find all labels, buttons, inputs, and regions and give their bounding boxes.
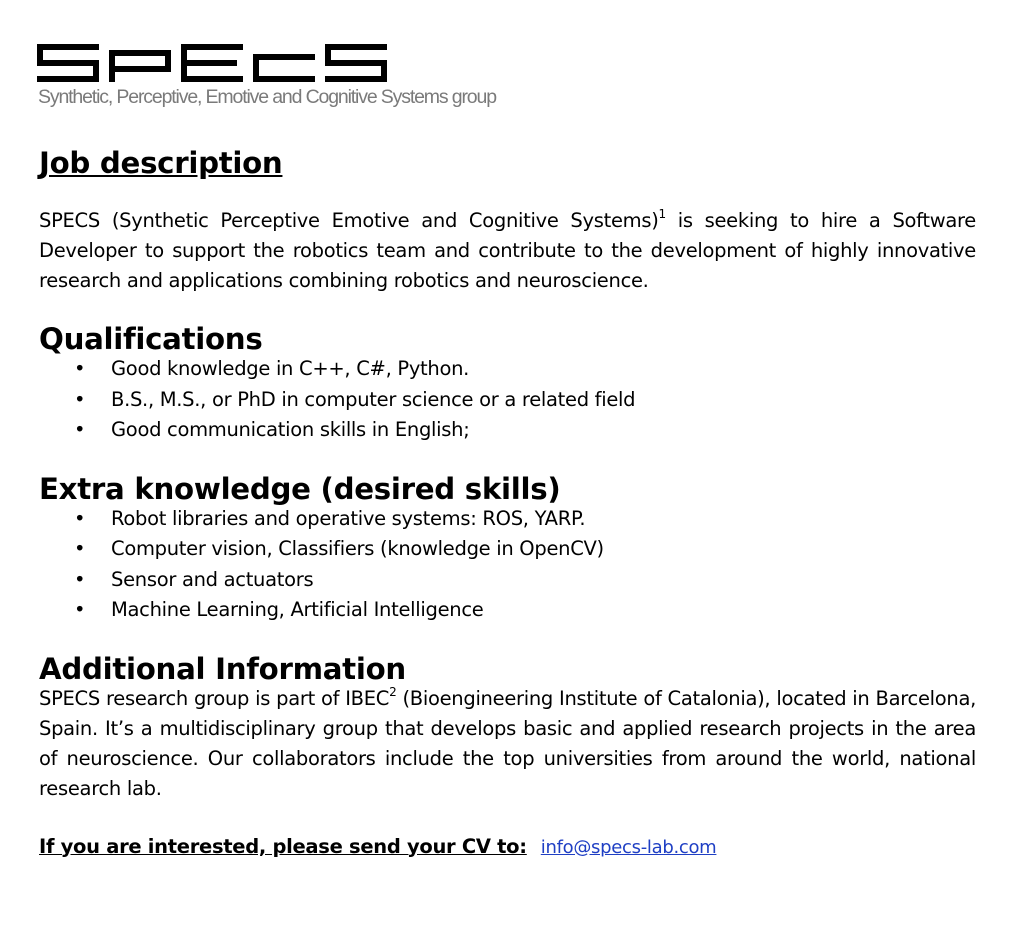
qualifications-list [39, 354, 976, 446]
footnote-marker-2: 2 [389, 684, 397, 699]
job-posting [39, 148, 976, 863]
extra-knowledge-list [39, 504, 976, 626]
job-description-heading: Job description [39, 146, 283, 180]
bullet-icon: • [74, 506, 86, 530]
bullet-icon: • [74, 418, 86, 441]
list-item: • Computer vision, Classifiers (knowledge in OpenCV) [39, 534, 976, 565]
list-item: • Robot libraries and operative systems: ROS, YARP. [39, 504, 976, 535]
job-description-text: SPECS (Synthetic Perceptive Emotive and Cognitive Systems)$^1$ is seeking to hire a Software Developer to support the robotics team and contribute to the development of highly innovative research and applications combining robotics and neuroscience. [39, 207, 977, 292]
list-item: • Machine Learning, Artificial Intelligence [39, 595, 976, 626]
bullet-icon: • [74, 357, 86, 380]
additional-information-text: SPECS research group is part of IBEC$^2$ (Bioengineering Institute of Catalonia), located in Barcelona, Spain. It’s a multidisciplinary group that develops basic and applied research projects in the area of neuroscience. Our collaborators include the top universities from around the world, national research lab. [39, 684, 977, 800]
footnote-marker-1: 1 [658, 207, 666, 221]
bullet-icon: • [74, 537, 86, 560]
cta-label: If you are interested, please send your CV to: [39, 834, 527, 858]
additional-information-heading: Additional Information [39, 651, 406, 686]
list-item: • Good knowledge in C++, C#, Python. [39, 354, 976, 385]
specs-logo [37, 44, 517, 108]
bullet-icon: • [74, 598, 86, 621]
logo-tagline: Synthetic, Perceptive, Emotive and Cognitive Systems group [38, 86, 496, 108]
list-item: • Good communication skills in English; [39, 415, 976, 446]
contact-email-link[interactable]: info@specs-lab.com [540, 836, 717, 858]
list-item: • Sensor and actuators [39, 565, 976, 596]
specs-wordmark [37, 44, 387, 84]
list-item: • B.S., M.S., or PhD in computer science or a related field [39, 385, 976, 416]
qualifications-heading: Qualifications [39, 322, 263, 356]
bullet-icon: • [74, 567, 86, 591]
bullet-icon: • [74, 387, 86, 411]
call-to-action [39, 832, 976, 863]
extra-knowledge-heading: Extra knowledge (desired skills) [39, 471, 561, 506]
